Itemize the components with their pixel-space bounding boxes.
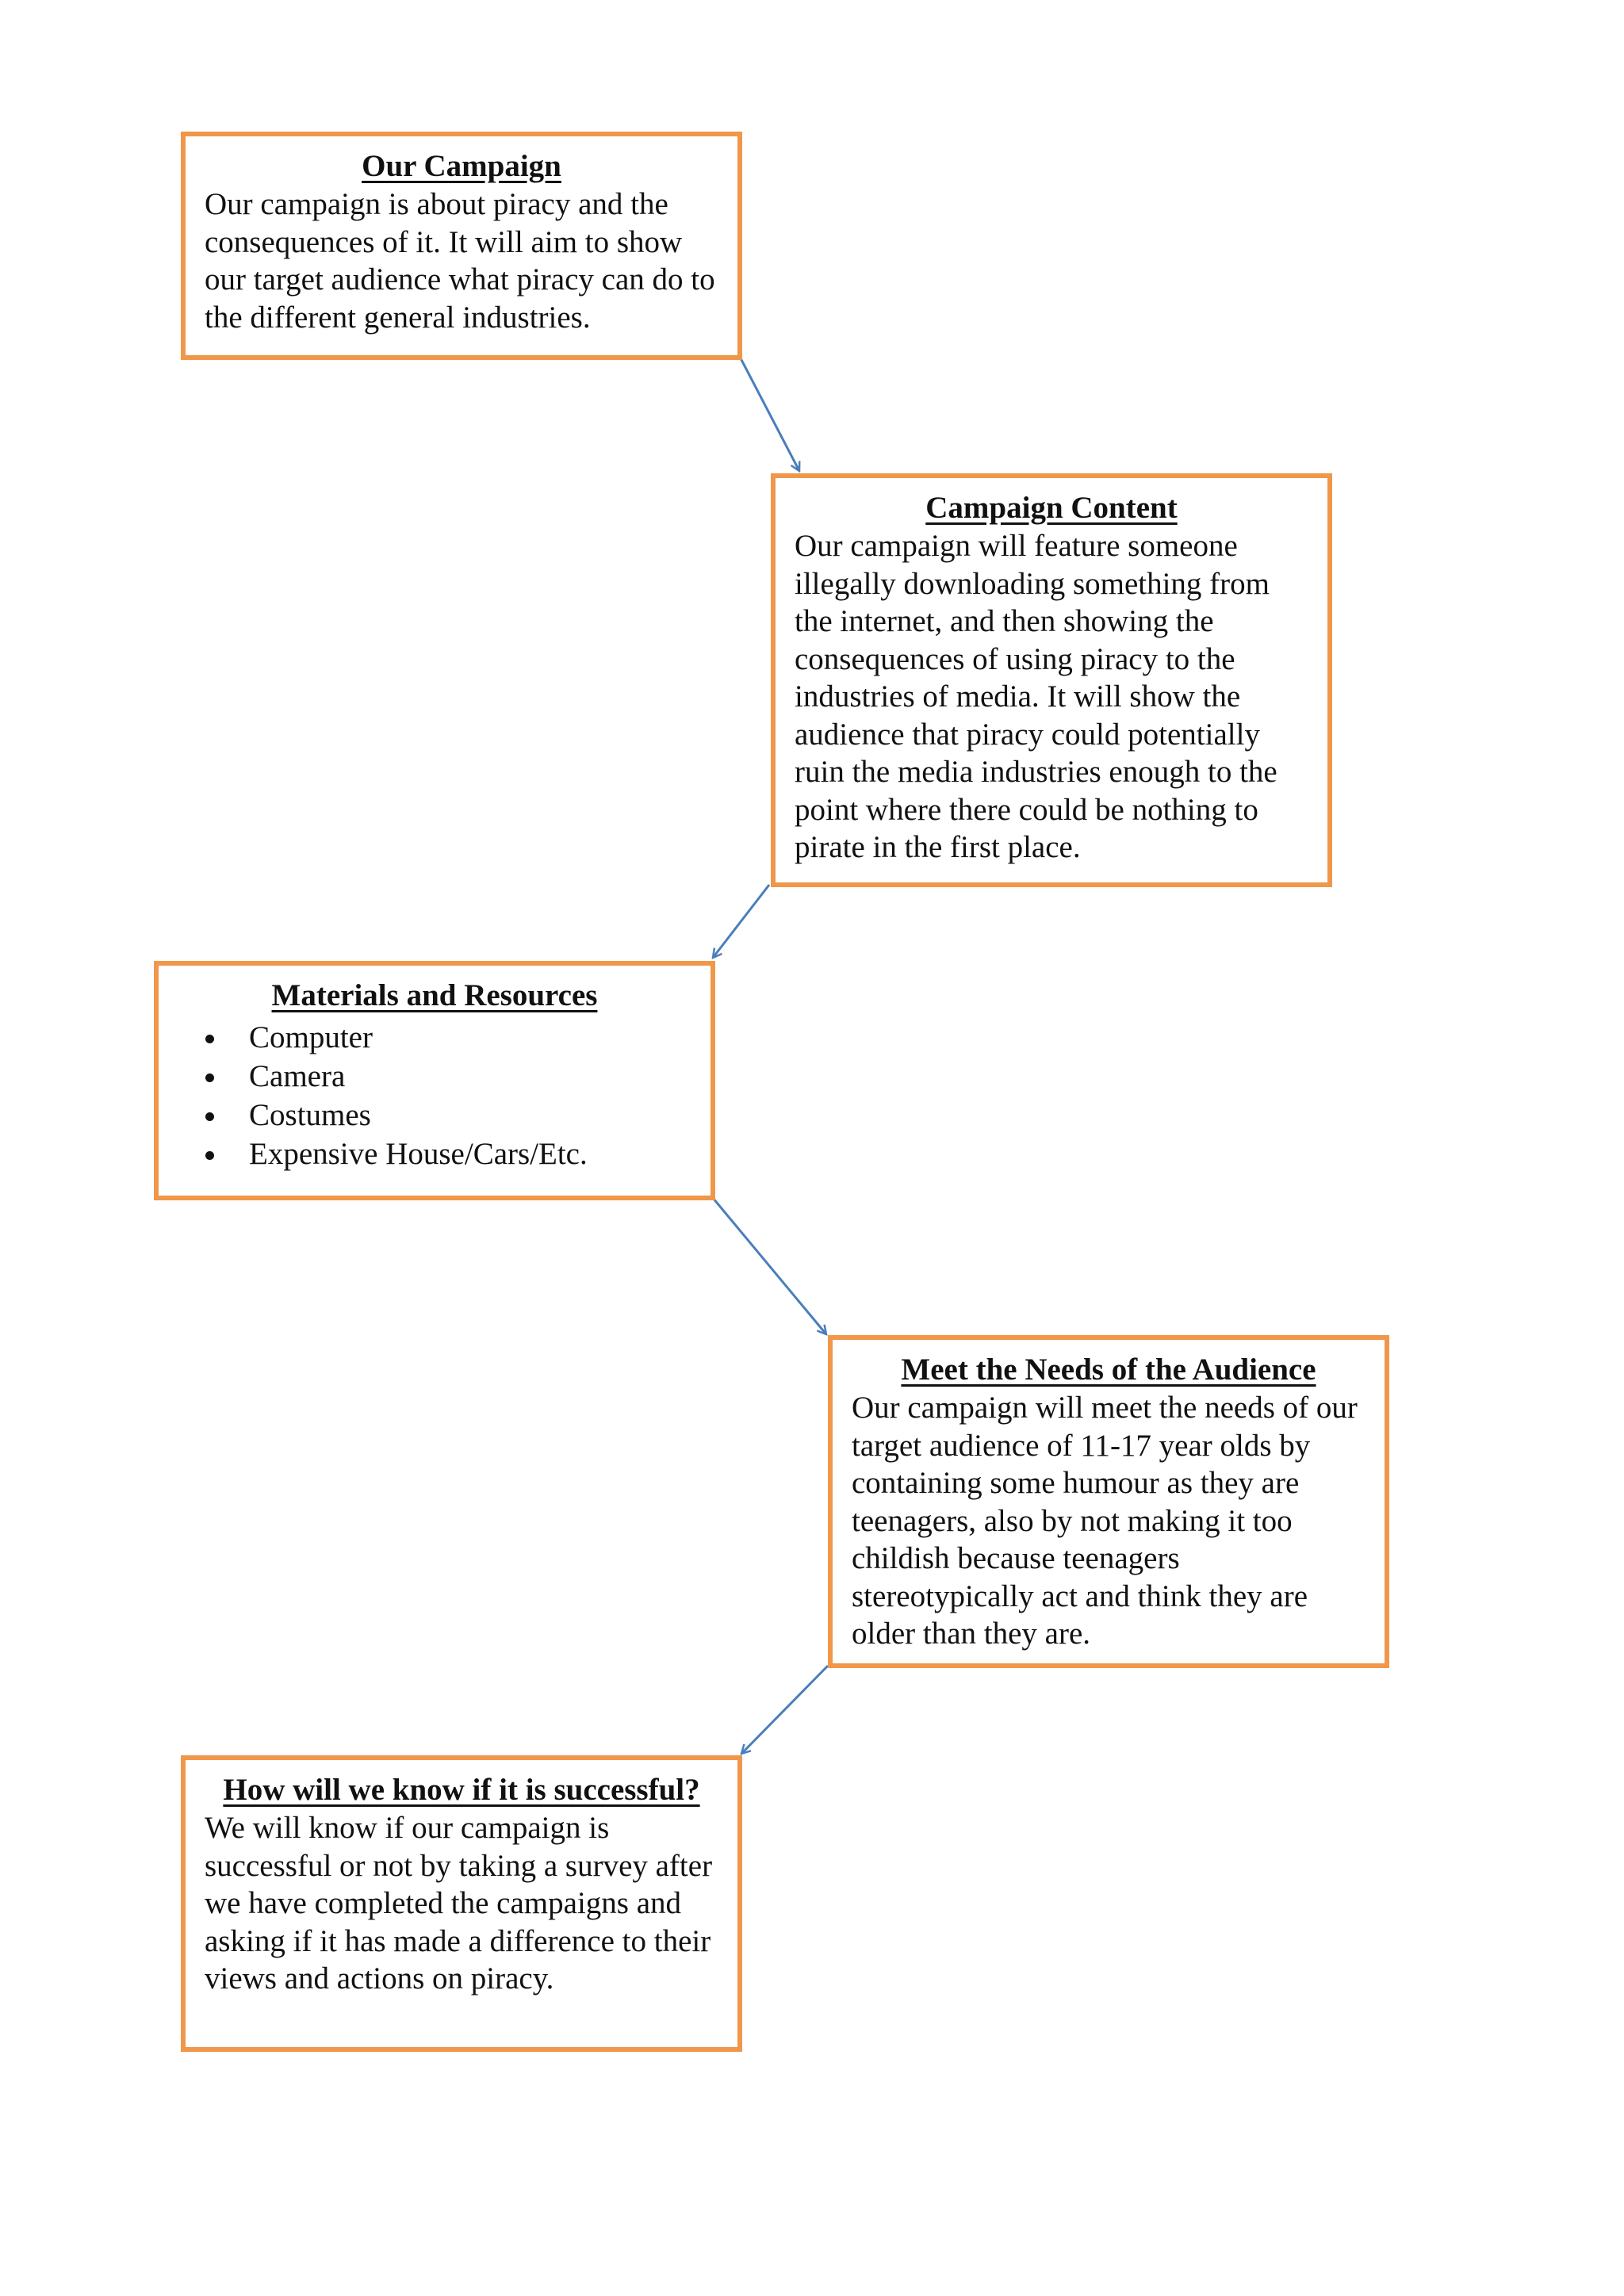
materials-resources-box	[154, 961, 715, 1200]
audience-needs-title: Meet the Needs of the Audience	[901, 1353, 1316, 1387]
arrow-materials-to-needs	[713, 1198, 826, 1334]
campaign-content-title: Campaign Content	[925, 491, 1178, 525]
campaign-content-text: Our campaign will feature someone illegally downloading something from the internet, and then showing the consequences of using piracy to the industries of media. It will show the audience that piracy could potentially ruin the media industries enough to the point where there could be nothing to pirate in the first place.	[795, 529, 1277, 864]
materials-list	[178, 1018, 691, 1173]
success-measure-text: We will know if our campaign is successful or not by taking a survey after we have completed the campaigns and asking if it has made a difference to their views and actions on piracy.	[205, 1811, 713, 1996]
materials-resources-title: Materials and Resources	[271, 978, 598, 1012]
arrow-campaign-to-content	[740, 357, 799, 471]
audience-needs-box	[828, 1335, 1389, 1668]
list-item: • Computer	[228, 1018, 691, 1057]
list-item: • Expensive House/Cars/Etc.	[228, 1135, 691, 1173]
our-campaign-box	[181, 132, 742, 360]
list-item: • Camera	[228, 1057, 691, 1096]
success-measure-box	[181, 1755, 742, 2052]
arrow-needs-to-success	[741, 1666, 828, 1754]
campaign-content-box	[771, 473, 1332, 887]
arrow-content-to-materials	[713, 885, 769, 958]
our-campaign-title: Our Campaign	[362, 149, 561, 183]
our-campaign-text: Our campaign is about piracy and the consequences of it. It will aim to show our target audience what piracy can do to the different general industries.	[205, 187, 715, 335]
success-measure-title: How will we know if it is successful?	[223, 1773, 700, 1807]
audience-needs-text: Our campaign will meet the needs of our target audience of 11-17 year olds by containing some humour as they are teenagers, also by not making it too childish because teenagers stereotypically act and think they are older than they are.	[852, 1391, 1358, 1651]
list-item: • Costumes	[228, 1096, 691, 1135]
